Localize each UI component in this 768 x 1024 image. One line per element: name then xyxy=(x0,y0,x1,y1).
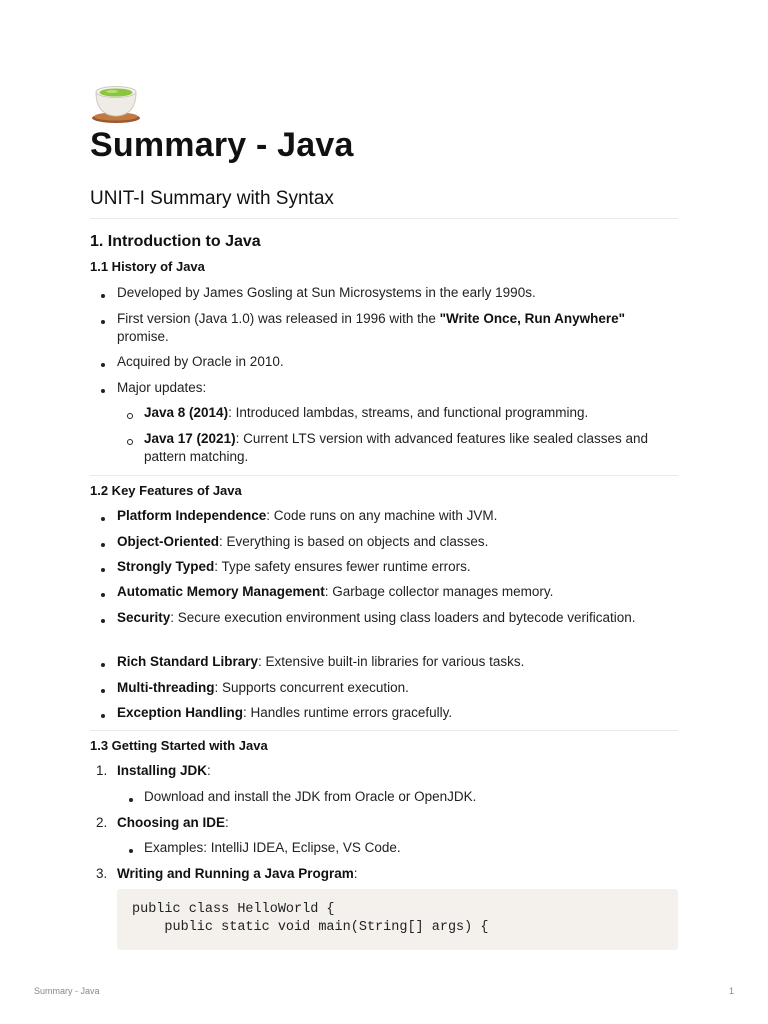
teacup-icon xyxy=(90,82,142,124)
list-item: Rich Standard Library: Extensive built-in libraries for various tasks. xyxy=(117,654,525,669)
list-item: Exception Handling: Handles runtime errors gracefully. xyxy=(117,705,453,720)
footer-title: Summary - Java xyxy=(34,986,100,996)
list-item: First version (Java 1.0) was released in 1996 with the "Write Once, Run Anywhere" promise. xyxy=(117,311,625,344)
bullet xyxy=(101,689,105,693)
section-heading-intro: 1. Introduction to Java xyxy=(90,233,261,250)
list-item: Acquired by Oracle in 2010. xyxy=(117,354,284,369)
list-item: Choosing an IDE: xyxy=(117,815,229,830)
subsection-heading-history: 1.1 History of Java xyxy=(90,259,205,274)
bullet xyxy=(101,363,105,367)
divider xyxy=(90,730,678,731)
list-number: 1. xyxy=(96,763,108,778)
bullet xyxy=(101,663,105,667)
bullet xyxy=(101,320,105,324)
code-text: public class HelloWorld { public static void main(String[] args) { xyxy=(132,902,489,935)
bullet xyxy=(101,389,105,393)
unit-heading: UNIT-I Summary with Syntax xyxy=(90,188,334,209)
list-number: 2. xyxy=(96,815,108,830)
list-item: Security: Secure execution environment using class loaders and bytecode verification. xyxy=(117,610,636,625)
divider xyxy=(90,218,678,219)
bullet xyxy=(129,798,133,802)
list-item: Examples: IntelliJ IDEA, Eclipse, VS Code. xyxy=(144,840,401,855)
bullet xyxy=(101,619,105,623)
list-item: Writing and Running a Java Program: xyxy=(117,866,358,881)
page-title: Summary - Java xyxy=(90,126,354,164)
list-item: Strongly Typed: Type safety ensures fewer runtime errors. xyxy=(117,559,471,574)
list-item: Multi-threading: Supports concurrent execution. xyxy=(117,680,409,695)
code-block xyxy=(117,889,678,950)
list-item: Automatic Memory Management: Garbage collector manages memory. xyxy=(117,584,554,599)
bullet xyxy=(101,294,105,298)
divider xyxy=(90,475,678,476)
sub-bullet xyxy=(127,413,133,419)
list-item: Platform Independence: Code runs on any machine with JVM. xyxy=(117,508,498,523)
list-item: Developed by James Gosling at Sun Microsystems in the early 1990s. xyxy=(117,285,536,300)
sub-bullet xyxy=(127,439,133,445)
bullet xyxy=(101,543,105,547)
bullet xyxy=(101,568,105,572)
page-number: 1 xyxy=(729,986,735,996)
subsection-heading-getting-started: 1.3 Getting Started with Java xyxy=(90,738,268,753)
bullet xyxy=(101,593,105,597)
list-item: Major updates: xyxy=(117,380,207,395)
list-item: Installing JDK: xyxy=(117,763,211,778)
list-item: Download and install the JDK from Oracle or OpenJDK. xyxy=(144,789,477,804)
list-item: Java 17 (2021): Current LTS version with advanced features like sealed classes and pattern matching. xyxy=(144,431,649,464)
list-item: Java 8 (2014): Introduced lambdas, streams, and functional programming. xyxy=(144,405,589,420)
list-number: 3. xyxy=(96,866,108,881)
bullet xyxy=(129,849,133,853)
list-item: Object-Oriented: Everything is based on objects and classes. xyxy=(117,534,489,549)
bullet xyxy=(101,714,105,718)
subsection-heading-features: 1.2 Key Features of Java xyxy=(90,483,242,498)
bullet xyxy=(101,517,105,521)
